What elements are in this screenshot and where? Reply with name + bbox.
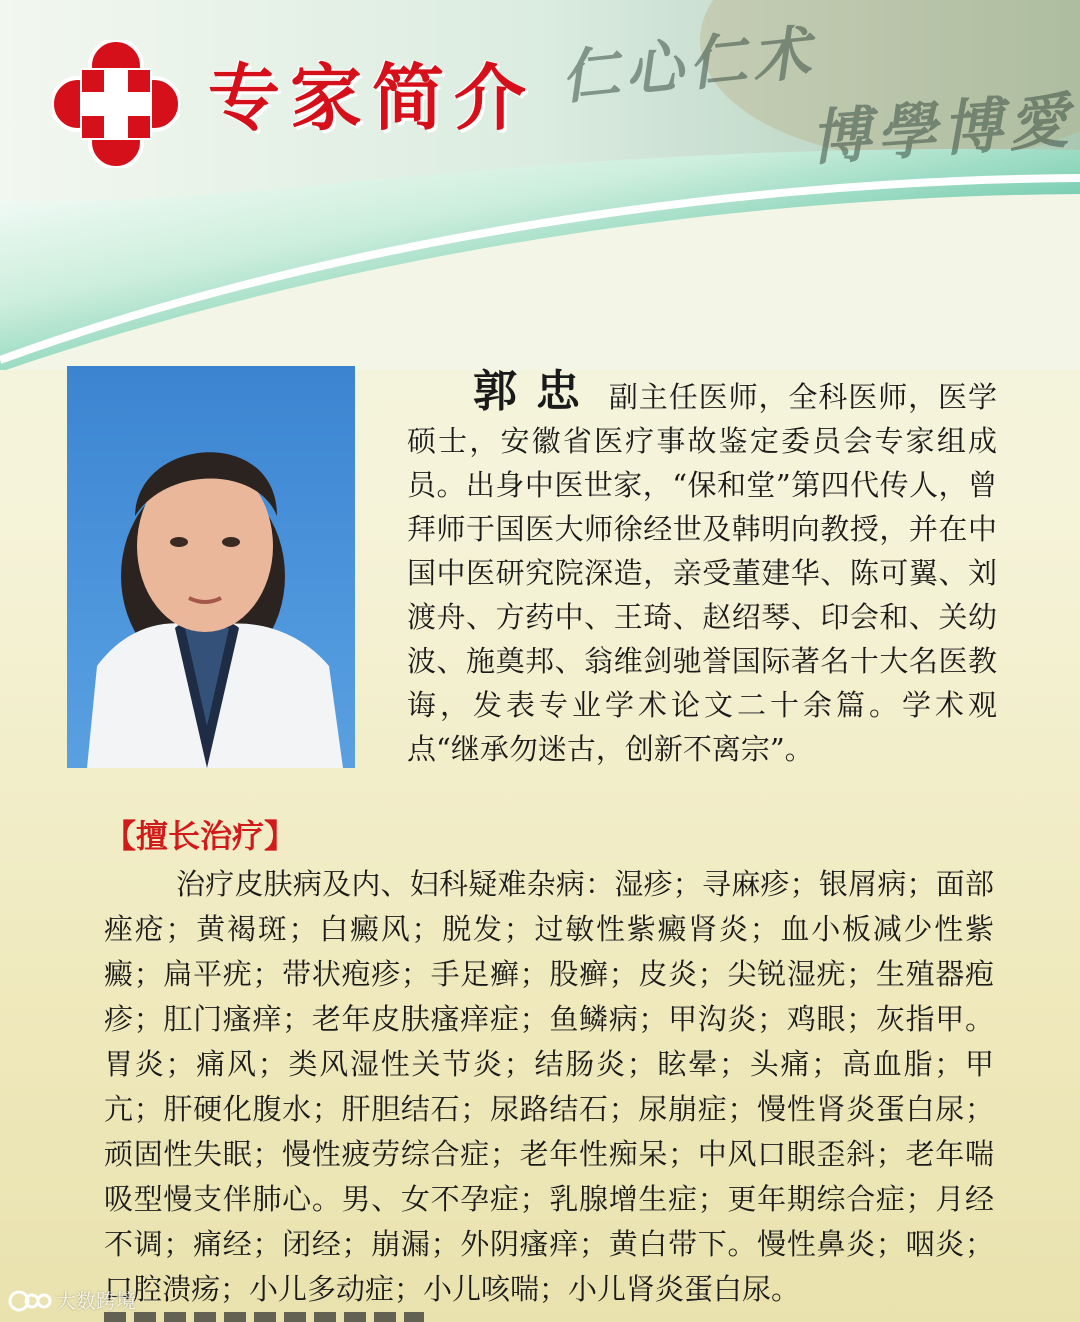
cutoff-text-line [104, 1312, 424, 1322]
calligraphy-text-1: 仁心仁术 [557, 17, 820, 113]
header-banner [0, 0, 1080, 370]
red-cross-icon [52, 40, 180, 168]
specialty-heading: 【擅长治疗】 [104, 817, 297, 855]
watermark-logo-icon [8, 1288, 52, 1314]
doctor-photo [67, 366, 355, 768]
specialty-text: 治疗皮肤病及内、妇科疑难杂病：湿疹；寻麻疹；银屑病；面部痤疮；黄褐斑；白癜风；脱发；过敏性紫癜肾炎；血小板减少性紫癜；扁平疣；带状疱疹；手足癣；股癣；皮炎；尖锐湿疣；生殖器疱疹；肛门瘙痒；老年皮肤瘙痒症；鱼鳞病；甲沟炎；鸡眼；灰指甲。胃炎；痛风；类风湿性关节炎；结肠炎；眩晕；头痛；高血脂；甲亢；肝硬化腹水；肝胆结石；尿路结石；尿崩症；慢性肾炎蛋白尿；顽固性失眠；慢性疲劳综合症；老年性痴呆；中风口眼歪斜；老年喘吸型慢支伴肺心。男、女不孕症；乳腺增生症；更年期综合症；月经不调；痛经；闭经；崩漏；外阴瘙痒；黄白带下。慢性鼻炎；咽炎；口腔溃疡；小儿多动症；小儿咳喘；小儿肾炎蛋白尿。 [104, 867, 994, 1306]
watermark-text: 大数跨境 [56, 1288, 136, 1313]
doctor-bio [407, 366, 997, 771]
banner-title: 专家简介 [208, 56, 537, 140]
doctor-name: 郭忠 [473, 366, 599, 417]
calligraphy-text-2: 博學博愛 [808, 85, 1077, 175]
doctor-bio-text: 副主任医师，全科医师，医学硕士，安徽省医疗事故鉴定委员会专家组成员。出身中医世家，“保和堂”第四代传人，曾拜师于国医大师徐经世及韩明向教授，并在中国中医研究院深造，亲受董建华、陈可翼、刘渡舟、方药中、王琦、赵绍琴、印会和、关幼波、施奠邦、翁维剑驰誉国际著名十大名医教诲，发表专业学术论文二十余篇。学术观点“继承勿迷古，创新不离宗”。 [407, 380, 997, 766]
watermark [8, 1284, 136, 1314]
